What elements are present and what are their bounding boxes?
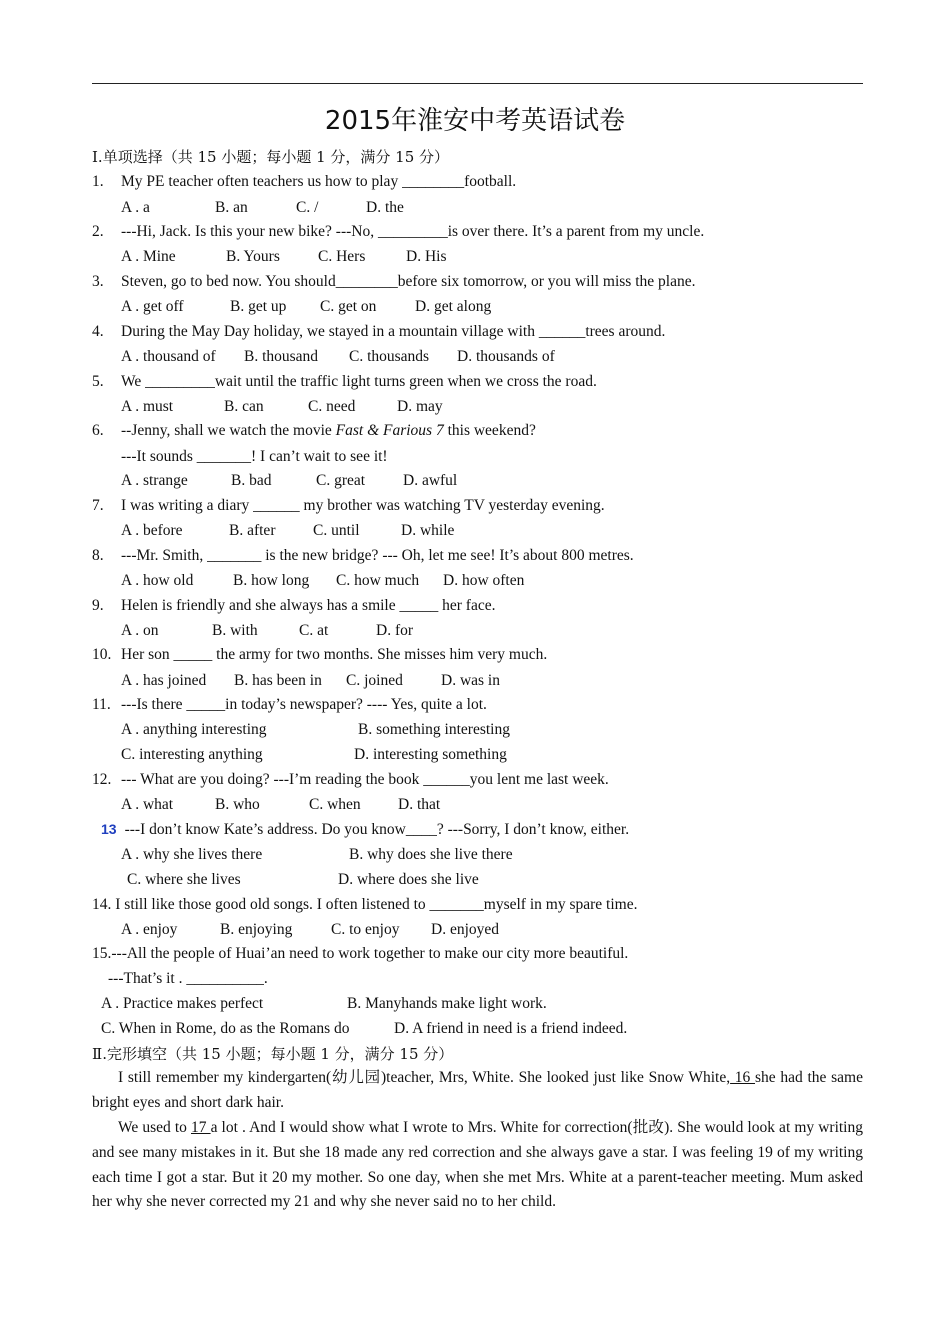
option-c: C. get on — [320, 298, 377, 315]
question-15-reply: ---That’s it . __________. — [108, 970, 268, 987]
option-a: A . before — [121, 522, 183, 539]
option-a: A . has joined — [121, 672, 207, 689]
option-b: B. thousand — [244, 348, 319, 365]
movie-title: Fast & Farious 7 — [335, 422, 444, 439]
option-a: A . a — [121, 199, 150, 216]
option-a: A . strange — [121, 472, 188, 489]
option-a: A . why she lives there — [121, 846, 263, 863]
option-a: A . on — [121, 622, 159, 639]
passage-paragraph-2: We used to 17 a lot . And I would show what I wrote to Mrs. White for correction(批改). She would look at my writing and see many mistakes in it. But she 18 made any red correction and she always gave a star. I was feeling 19 of my writing each time I got a star. But it 20 my mother. So one day, when she met Mrs. White at a parent-teacher meeting. Mum asked her why she never corrected my 21 and why she never said no to her child. — [92, 1119, 863, 1211]
option-c: C. need — [308, 398, 356, 415]
option-c: C. great — [316, 472, 366, 489]
question-13: 13 ---I don’t know Kate’s address. Do you know____? ---Sorry, I don’t know, either. — [101, 821, 630, 838]
option-d: D. may — [397, 398, 443, 415]
option-a: A . enjoy — [121, 921, 178, 938]
option-d: D. thousands of — [457, 348, 555, 365]
option-b: B. bad — [231, 472, 272, 489]
option-c: C. interesting anything — [121, 746, 263, 763]
option-b: B. why does she live there — [349, 846, 513, 863]
option-d: D. awful — [403, 472, 458, 489]
option-c: C. thousands — [349, 348, 430, 365]
option-c: C. Hers — [318, 248, 366, 265]
option-d: D. His — [406, 248, 447, 265]
option-b: B. Yours — [226, 248, 280, 265]
question-5: 5. We _________wait until the traffic light turns green when we cross the road. — [92, 373, 597, 390]
question-10: 10. Her son _____ the army for two months. She misses him very much. — [92, 646, 548, 663]
option-c: C. to enjoy — [331, 921, 400, 938]
blank-16: 16 — [730, 1069, 756, 1086]
option-c: C. where she lives — [127, 871, 241, 888]
option-a: A . anything interesting — [121, 721, 267, 738]
question-11: 11. ---Is there _____in today’s newspaper? ---- Yes, quite a lot. — [92, 696, 487, 713]
option-b: B. something interesting — [358, 721, 510, 738]
question-7: 7. I was writing a diary ______ my brother was watching TV yesterday evening. — [92, 497, 605, 514]
question-6-reply: ---It sounds _______! I can’t wait to see it! — [121, 448, 388, 465]
option-a: A . what — [121, 796, 174, 813]
option-d: D. for — [376, 622, 414, 639]
option-a: A . must — [121, 398, 174, 415]
question-15: 15.---All the people of Huai’an need to work together to make our city more beautiful. — [92, 945, 629, 962]
option-d: D. that — [398, 796, 441, 813]
question-9: 9. Helen is friendly and she always has a smile _____ her face. — [92, 597, 496, 614]
option-d: D. how often — [443, 572, 525, 589]
question-8: 8. ---Mr. Smith, _______ is the new bridge? --- Oh, let me see! It’s about 800 metres. — [92, 547, 634, 564]
section-1-heading: Ⅰ.单项选择（共 15 小题；每小题 1 分，满分 15 分） — [92, 148, 450, 166]
option-b: B. an — [215, 199, 248, 216]
option-c: C. how much — [336, 572, 420, 589]
page-title: 2015年淮安中考英语试卷 — [324, 106, 626, 136]
question-13-number: 13 — [101, 821, 117, 837]
passage-paragraph-1: I still remember my kindergarten(幼儿园)teacher, Mrs, White. She looked just like Snow White, 16 she had the same bright eyes and short dark hair. — [92, 1069, 863, 1111]
option-d: D. the — [366, 199, 404, 216]
question-6: 6. --Jenny, shall we watch the movie Fast & Farious 7 this weekend? — [92, 422, 536, 439]
option-d: D. interesting something — [354, 746, 507, 763]
option-d: D. enjoyed — [431, 921, 500, 938]
question-2: 2. ---Hi, Jack. Is this your new bike? ---No, _________is over there. It’s a parent from my uncle. — [92, 223, 705, 240]
option-b: B. who — [215, 796, 260, 813]
option-b: B. Manyhands make light work. — [347, 995, 547, 1012]
option-b: B. can — [224, 398, 264, 415]
question-4: 4. During the May Day holiday, we stayed in a mountain village with ______trees around. — [92, 323, 666, 340]
option-d: D. A friend in need is a friend indeed. — [394, 1020, 628, 1037]
blank-17: 17 — [191, 1119, 211, 1136]
question-14: 14. I still like those good old songs. I often listened to _______myself in my spare time. — [92, 896, 638, 913]
option-c: C. joined — [346, 672, 403, 689]
option-d: D. while — [401, 522, 455, 539]
option-d: D. was in — [441, 672, 500, 689]
header-rule — [92, 83, 863, 84]
option-c: C. at — [299, 622, 329, 639]
option-c: C. When in Rome, do as the Romans do — [101, 1020, 350, 1037]
option-b: B. get up — [230, 298, 287, 315]
option-c: C. / — [296, 199, 319, 216]
section-2-heading: Ⅱ.完形填空（共 15 小题；每小题 1 分，满分 15 分） — [92, 1045, 454, 1063]
question-1: 1. My PE teacher often teachers us how to play ________football. — [92, 173, 517, 190]
option-c: C. when — [309, 796, 361, 813]
option-a: A . thousand of — [121, 348, 216, 365]
option-b: B. how long — [233, 572, 310, 589]
option-b: B. enjoying — [220, 921, 293, 938]
option-b: B. with — [212, 622, 258, 639]
option-c: C. until — [313, 522, 360, 539]
option-a: A . Practice makes perfect — [101, 995, 264, 1012]
option-a: A . get off — [121, 298, 184, 315]
option-b: B. has been in — [234, 672, 322, 689]
option-b: B. after — [229, 522, 276, 539]
question-12: 12. --- What are you doing? ---I’m reading the book ______you lent me last week. — [92, 771, 609, 788]
option-d: D. get along — [415, 298, 492, 315]
option-a: A . how old — [121, 572, 194, 589]
question-3: 3. Steven, go to bed now. You should________before six tomorrow, or you will miss the plane. — [92, 273, 696, 290]
option-a: A . Mine — [121, 248, 176, 265]
option-d: D. where does she live — [338, 871, 479, 888]
